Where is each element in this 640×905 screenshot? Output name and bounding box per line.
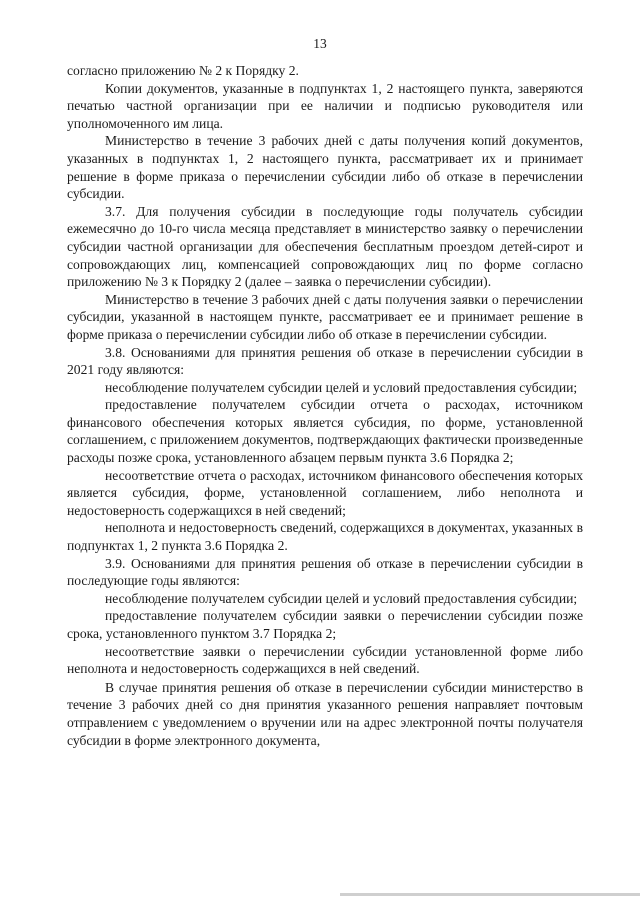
- list-item-3-9-late-application: предоставление получателем субсидии заявки о перечислении субсидии позже срока, установленного пунктом 3.7 Порядка 2;: [67, 608, 583, 641]
- scan-edge-line: [340, 893, 640, 896]
- page-number: 13: [313, 36, 327, 51]
- list-item-3-8-incomplete-documents: неполнота и недостоверность сведений, содержащихся в документах, указанных в подпунктах 1, 2 пункта 3.6 Порядка 2.: [67, 520, 583, 554]
- list-item-3-8-noncompliance: несоблюдение получателем субсидии целей и условий предоставления субсидии;: [105, 379, 578, 395]
- paragraph-continuation: согласно приложению № 2 к Порядку 2.: [67, 63, 299, 78]
- paragraph-clause-3-8: 3.8. Основаниями для принятия решения об отказе в перечислении субсидии в 2021 году являются:: [67, 344, 583, 378]
- paragraph-ministry-review-copies: Министерство в течение 3 рабочих дней с даты получения копий документов, указанных в подпунктах 1, 2 настоящего пункта, рассматривает их и принимает решение в форме приказа о перечислении субсидии либо об отказе в перечислении субсидии.: [67, 133, 583, 202]
- paragraph-ministry-review-application: Министерство в течение 3 рабочих дней с даты получения заявки о перечислении субсидии, указанной в настоящем пункте, рассматривает ее и принимает решение в форме приказа о перечислении субсидии либо об отказе в перечислении субсидии.: [67, 291, 583, 342]
- document-body: [67, 62, 583, 749]
- paragraph-clause-3-9: 3.9. Основаниями для принятия решения об отказе в перечислении субсидии в последующие годы являются:: [67, 555, 583, 589]
- paragraph-clause-3-7: 3.7. Для получения субсидии в последующие годы получатель субсидии ежемесячно до 10-го числа месяца представляет в министерство заявку о перечислении субсидии частной организации для обеспечения бесплатным проездом детей-сирот и сопровождающих лиц, компенсацией сопровождающих лиц по форме согласно приложению № 3 к Порядку 2 (далее – заявка о перечислении субсидии).: [67, 203, 583, 290]
- paragraph-copies-certification: Копии документов, указанные в подпунктах 1, 2 настоящего пункта, заверяются печатью частной организации при ее наличии и подписью руководителя или уполномоченного им лица.: [67, 80, 583, 131]
- list-item-3-8-report-mismatch: несоответствие отчета о расходах, источником финансового обеспечения которых является субсидия, форме, установленной соглашением, либо неполнота и недостоверность содержащихся в ней сведений;: [67, 467, 583, 518]
- list-item-3-9-noncompliance: несоблюдение получателем субсидии целей и условий предоставления субсидии;: [105, 590, 578, 606]
- list-item-3-8-late-report: предоставление получателем субсидии отчета о расходах, источником финансового обеспечения которых является субсидия, по форме, установленной соглашением, с приложением документов, подтверждающих фактически произведенные расходы позже срока, установленного абзацем первым пункта 3.6 Порядка 2;: [67, 397, 583, 466]
- paragraph-refusal-notification: В случае принятия решения об отказе в перечислении субсидии министерство в течение 3 рабочих дней со дня принятия указанного решения направляет почтовым отправлением с уведомлением о вручении или на адрес электронной почты получателя субсидии в форме электронного документа,: [67, 679, 583, 748]
- list-item-3-9-application-mismatch: несоответствие заявки о перечислении субсидии установленной форме либо неполнота и недостоверность содержащихся в ней сведений.: [67, 643, 583, 677]
